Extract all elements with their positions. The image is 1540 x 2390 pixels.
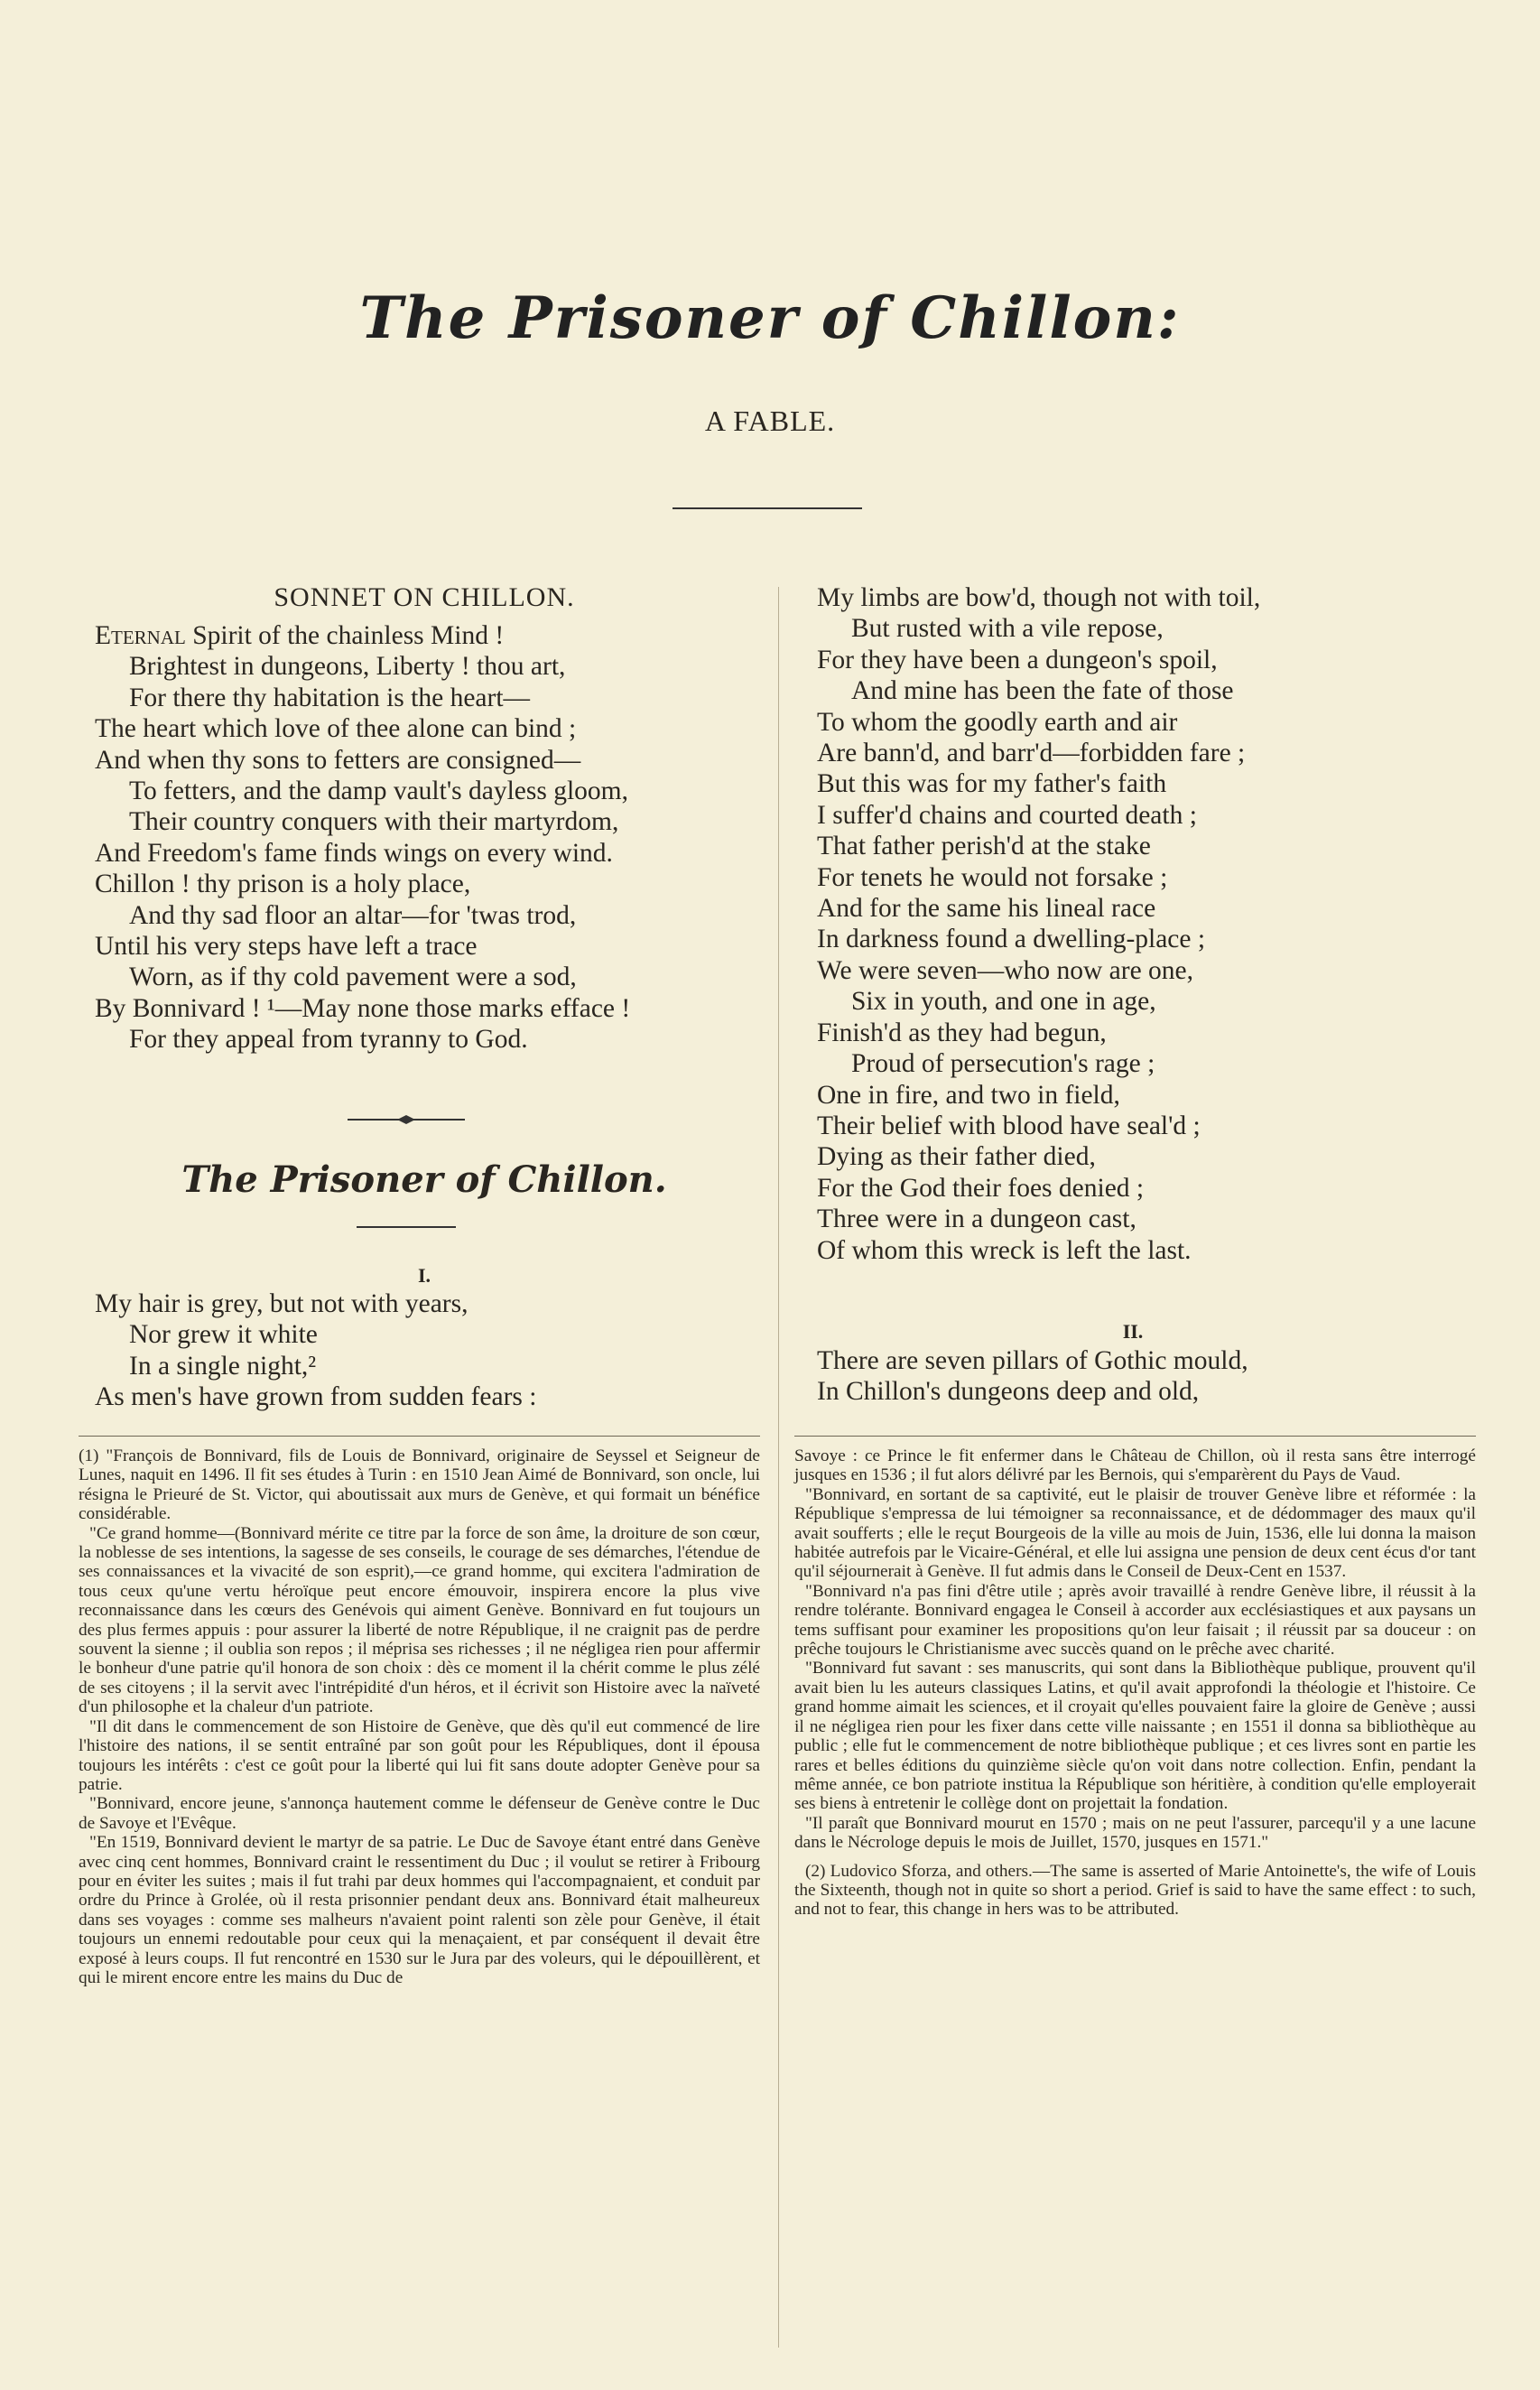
verse-line: My limbs are bow'd, though not with toil, bbox=[817, 583, 1261, 612]
verse-line: But this was for my father's faith bbox=[817, 769, 1167, 799]
title-rule bbox=[673, 507, 862, 509]
footnote-paragraph: "Bonnivard fut savant : ses manuscrits, qui sont dans la Bibliothèque publique, prouvent qu'il avait bien lu les auteurs classiques Latins, et qu'il avait approfondi la théologie et l'histoire. Ce grand homme aimait les sciences, et il croyait qu'elles pouvaient faire la gloire de Genève ; aussi il ne négligea rien pour les fixer dans cette ville naissante ; en 1551 il donna sa bibliothèque au public ; elle fut le commencement de notre bibliothèque publique ; et ces livres sont en partie les rares et belles éditions du quinzième siècle qu'on voit dans notre collection. Enfin, pendant la même année, ce bon patriote institua la République son héritière, à condition qu'elle employerait ses biens à entretenir le collège dont on projettait la fondation. bbox=[794, 1659, 1476, 1814]
verse-line: Nor grew it white bbox=[129, 1320, 318, 1350]
notes-rule bbox=[794, 1436, 1476, 1437]
verse-line: Eternal Spirit of the chainless Mind ! bbox=[95, 621, 505, 650]
verse-line: In darkness found a dwelling-place ; bbox=[817, 925, 1206, 954]
footnote-paragraph: (1) "François de Bonnivard, fils de Louis de Bonnivard, originaire de Seyssel et Seigneur de Lunes, naquit en 1496. Il fit ses études à Turin : en 1510 Jean Aimé de Bonnivard, son oncle, lui résigna le Prieuré de St. Victor, qui aboutissait aux murs de Genève, et qui formait un bénéfice considérable. bbox=[79, 1446, 760, 1524]
verse-line: There are seven pillars of Gothic mould, bbox=[817, 1346, 1248, 1375]
footnote-paragraph: "Bonnivard n'a pas fini d'être utile ; après avoir travaillé à rendre Genève libre, il réussit à la rendre tolérante. Bonnivard engagea le Conseil à accorder aux ecclésiastiques et aux paysans un tems suffisant pour examiner les propositions qu'on leur faisait ; il réussit par sa douceur : on prêche toujours le Christianisme avec succès quand on le prêche avec charité. bbox=[794, 1581, 1476, 1660]
section-rule bbox=[357, 1226, 456, 1228]
verse-line: The heart which love of thee alone can bind ; bbox=[95, 714, 577, 744]
verse-line: Three were in a dungeon cast, bbox=[817, 1204, 1136, 1234]
verse-line: We were seven—who now are one, bbox=[817, 955, 1194, 985]
verse-line: I suffer'd chains and courted death ; bbox=[817, 800, 1197, 830]
verse-line: But rusted with a vile repose, bbox=[851, 614, 1164, 644]
verse-line: Are bann'd, and barr'd—forbidden fare ; bbox=[817, 739, 1246, 768]
verse-line: In a single night,² bbox=[129, 1351, 317, 1381]
poem-title: The Prisoner of Chillon. bbox=[181, 1158, 667, 1201]
stanza-1-cont-verse bbox=[817, 582, 1449, 1266]
footnote-paragraph: "Bonnivard, encore jeune, s'annonça hautement comme le défenseur de Genève contre le Duc de Savoye et l'Evêque. bbox=[79, 1794, 760, 1833]
stanza-numeral: II. bbox=[1122, 1320, 1144, 1343]
stanza-2-verse bbox=[817, 1345, 1449, 1408]
footnote-paragraph: "Il paraît que Bonnivard mourut en 1570 ; mais on ne peut l'assurer, parcequ'il y a une lacune dans le Nécrologe depuis le mois de Juillet, 1570, jusques en 1571." bbox=[794, 1813, 1476, 1853]
stanza-1-verse bbox=[95, 1288, 754, 1413]
footnotes-right bbox=[794, 1446, 1476, 1920]
ornament-rule bbox=[348, 1113, 465, 1126]
verse-line: Their belief with blood have seal'd ; bbox=[817, 1111, 1201, 1140]
footnote-paragraph: (2) Ludovico Sforza, and others.—The same is asserted of Marie Antoinette's, the wife of Louis the Sixteenth, though not in quite so short a period. Grief is said to have the same effect : to such, and not to fear, this change in hers was to be attributed. bbox=[794, 1861, 1476, 1920]
verse-line: For the God their foes denied ; bbox=[817, 1173, 1145, 1203]
verse-line: Chillon ! thy prison is a holy place, bbox=[95, 870, 471, 899]
footnote-paragraph: "Il dit dans le commencement de son Histoire de Genève, que dès qu'il eut commencé de lire l'histoire des nations, il se sentit entraîné par son goût pour les Républiques, dont il épousa toujours les intérêts : c'est ce goût pour la liberté qui lui fit sans doute adopter Genève pour sa patrie. bbox=[79, 1716, 760, 1794]
verse-line: Dying as their father died, bbox=[817, 1142, 1096, 1172]
footnote-paragraph: "En 1519, Bonnivard devient le martyr de sa patrie. Le Duc de Savoye étant entré dans Genève avec cinq cent hommes, Bonnivard craint le ressentiment du Duc ; il voulut se retirer à Fribourg pour en éviter les suites ; mais il fut trahi par deux hommes qui l'accompagnaient, et conduit par ordre du Prince à Grolée, où il resta prisonnier pendant deux ans. Bonnivard était malheureux dans ses voyages : comme ses malheurs n'avaient point ralenti son zèle pour Genève, il était toujours un ennemi redoutable pour ceux qui la menaçaient, et par conséquent il devait être exposé à leurs coups. Il fut rencontré en 1530 sur le Jura par des voleurs, qui le dépouillèrent, et qui le mirent encore entre les mains du Duc de bbox=[79, 1833, 760, 1987]
verse-line: For they have been a dungeon's spoil, bbox=[817, 645, 1218, 674]
footnotes-left bbox=[79, 1446, 760, 1987]
verse-line: For there thy habitation is the heart— bbox=[129, 683, 531, 712]
verse-line: To whom the goodly earth and air bbox=[817, 707, 1178, 737]
verse-line: Worn, as if thy cold pavement were a sod, bbox=[129, 963, 577, 992]
sonnet-first-word: Eternal bbox=[95, 621, 186, 650]
verse-line: And when thy sons to fetters are consigned— bbox=[95, 745, 581, 775]
verse-line: For they appeal from tyranny to God. bbox=[129, 1025, 528, 1055]
sonnet-verse bbox=[95, 620, 754, 1056]
notes-rule bbox=[79, 1436, 760, 1437]
sonnet-block bbox=[95, 582, 754, 1056]
verse-line: In Chillon's dungeons deep and old, bbox=[817, 1377, 1200, 1407]
footnote-paragraph: Savoye : ce Prince le fit enfermer dans le Château de Chillon, où il resta sans être interrogé jusques en 1536 ; il fut alors délivré par les Bernois, qui s'emparèrent du Pays de Vaud. bbox=[794, 1446, 1476, 1485]
verse-line: Of whom this wreck is left the last. bbox=[817, 1235, 1192, 1265]
verse-line: Finish'd as they had begun, bbox=[817, 1018, 1107, 1047]
verse-line: Their country conquers with their martyrdom, bbox=[129, 807, 619, 837]
page-title: The Prisoner of Chillon: bbox=[359, 284, 1181, 352]
verse-line: To fetters, and the damp vault's dayless gloom, bbox=[129, 777, 628, 806]
verse-line: Until his very steps have left a trace bbox=[95, 932, 478, 962]
verse-line: And thy sad floor an altar—for 'twas trod, bbox=[129, 900, 577, 930]
verse-line: One in fire, and two in field, bbox=[817, 1080, 1120, 1110]
verse-line: Six in youth, and one in age, bbox=[851, 987, 1156, 1017]
verse-line: Proud of persecution's rage ; bbox=[851, 1049, 1155, 1079]
verse-line: As men's have grown from sudden fears : bbox=[95, 1382, 537, 1412]
verse-line: And Freedom's fame finds wings on every wind. bbox=[95, 838, 613, 868]
verse-line: For tenets he would not forsake ; bbox=[817, 862, 1168, 892]
stanza-numeral: I. bbox=[417, 1264, 431, 1287]
verse-line: And for the same his lineal race bbox=[817, 894, 1156, 924]
sonnet-title: SONNET ON CHILLON. bbox=[274, 582, 575, 612]
verse-line: My hair is grey, but not with years, bbox=[95, 1289, 468, 1318]
verse-line: Brightest in dungeons, Liberty ! thou art, bbox=[129, 652, 566, 682]
column-divider bbox=[778, 587, 779, 2348]
page-subtitle: A FABLE. bbox=[704, 405, 836, 437]
verse-line: And mine has been the fate of those bbox=[851, 676, 1234, 706]
footnote-paragraph: "Bonnivard, en sortant de sa captivité, eut le plaisir de trouver Genève libre et réformée : la République s'empressa de lui témoigner sa reconnaissance, et de dédommager des maux qu'il avait soufferts ; elle le reçut Bourgeois de la ville au mois de Juin, 1536, elle lui donna la maison habitée autrefois par le Vicaire-Général, et elle lui assigna une pension de deux cent écus d'or tant qu'il séjournerait à Genève. Il fut admis dans le Conseil de Deux-Cent en 1537. bbox=[794, 1484, 1476, 1582]
verse-line: By Bonnivard ! ¹—May none those marks efface ! bbox=[95, 993, 631, 1023]
verse-line: That father perish'd at the stake bbox=[817, 832, 1151, 861]
poem-continuation bbox=[817, 582, 1449, 1266]
footnote-paragraph: "Ce grand homme—(Bonnivard mérite ce titre par la force de son âme, la droiture de son cœur, la noblesse de ses intentions, la sagesse de ses conseils, le courage de ses démarches, l'étendue de ses connaissances et la vivacité de son esprit),—ce grand homme, qui excitera l'admiration de tous ceux qu'une vertu héroïque peut encore émouvoir, inspirera encore la plus vive reconnaissance dans les cœurs des Genévois qui aiment Genève. Bonnivard en fut toujours un des plus fermes appuis : pour assurer la liberté de notre République, il ne craignit pas de perdre souvent la sienne ; il oublia son repos ; il méprisa ses richesses ; il ne négligea rien pour affermir le bonheur d'une patrie qu'il honora de son choix : dès ce moment il la chérit comme le plus zélé de ses citoyens ; il la servit avec l'intrépidité d'un héros, et il écrivit son Histoire avec la naïveté d'un philosophe et la chaleur d'un patriote. bbox=[79, 1523, 760, 1717]
